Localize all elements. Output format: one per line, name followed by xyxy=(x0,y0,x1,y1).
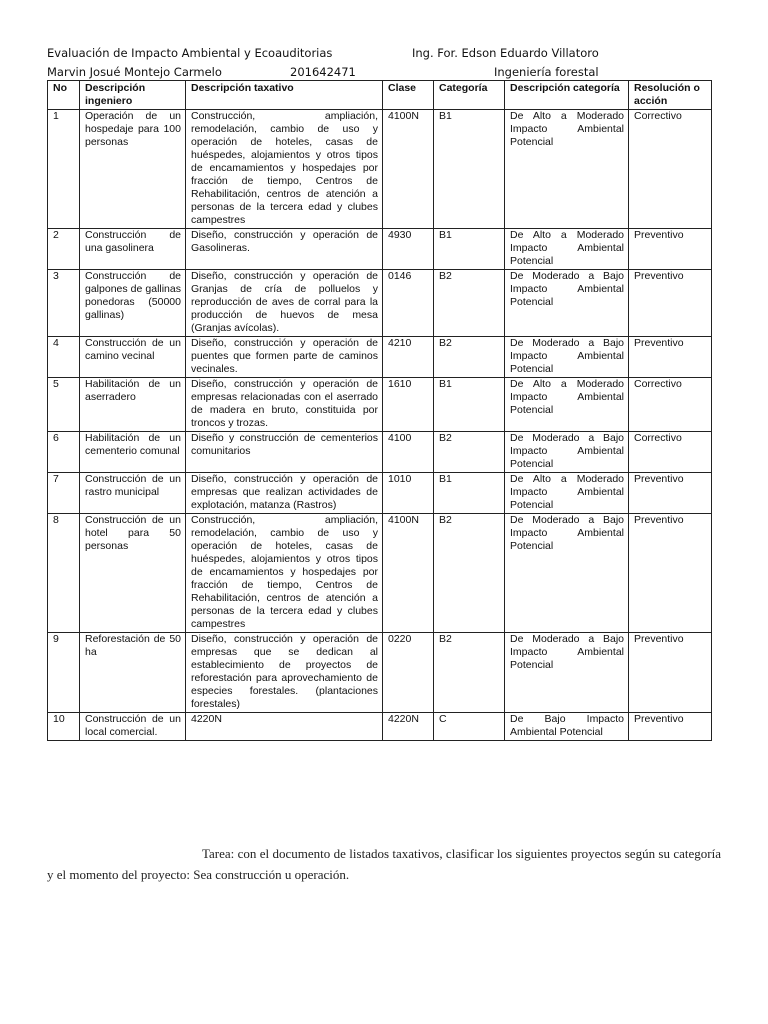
cell-class: 4100N xyxy=(383,110,434,229)
header-row xyxy=(48,81,712,110)
cell-category: B2 xyxy=(434,270,505,337)
col-header-no: No xyxy=(48,81,80,110)
cell-category-description: De Moderado a Bajo Impacto Ambiental Potencial xyxy=(505,270,629,337)
cell-resolution: Correctivo xyxy=(629,110,712,229)
table-row xyxy=(48,514,712,633)
cell-class: 4210 xyxy=(383,337,434,378)
cell-engineer-description: Construcción de un rastro municipal xyxy=(80,473,186,514)
cell-category: B2 xyxy=(434,633,505,713)
cell-resolution: Preventivo xyxy=(629,713,712,741)
table-row xyxy=(48,229,712,270)
cell-resolution: Preventivo xyxy=(629,514,712,633)
cell-category-description: De Alto a Moderado Impacto Ambiental Potencial xyxy=(505,473,629,514)
cell-category: B2 xyxy=(434,337,505,378)
cell-engineer-description: Construcción de un local comercial. xyxy=(80,713,186,741)
cell-category: B1 xyxy=(434,378,505,432)
col-header-category: Categoría xyxy=(434,81,505,110)
cell-taxative-description: Construcción, ampliación, remodelación, cambio de uso y operación de hoteles, casas de huéspedes, alojamientos y otros tipos de encamamientos y hospedajes por fracción de tiempo, Centros de Rehabilitación, centros de atención a personas de la tercera edad y clubes campestres xyxy=(186,514,383,633)
cell-engineer-description: Construcción de galpones de gallinas ponedoras (50000 gallinas) xyxy=(80,270,186,337)
cell-engineer-description: Construcción de un hotel para 50 personas xyxy=(80,514,186,633)
cell-no: 6 xyxy=(48,432,80,473)
cell-category: B1 xyxy=(434,229,505,270)
table-row xyxy=(48,270,712,337)
instructor-name: Ing. For. Edson Eduardo Villatoro xyxy=(412,46,599,60)
cell-class: 4100 xyxy=(383,432,434,473)
cell-category-description: De Moderado a Bajo Impacto Ambiental Potencial xyxy=(505,432,629,473)
cell-engineer-description: Operación de un hospedaje para 100 personas xyxy=(80,110,186,229)
cell-engineer-description: Construcción de una gasolinera xyxy=(80,229,186,270)
task-text: Tarea: con el documento de listados taxativos, clasificar los siguientes proyectos según su categoría y el momento del proyecto: Sea construcción u operación. xyxy=(47,846,721,882)
cell-category: B2 xyxy=(434,432,505,473)
student-name: Marvin Josué Montejo Carmelo xyxy=(47,65,222,79)
cell-class: 1610 xyxy=(383,378,434,432)
cell-taxative-description: Diseño, construcción y operación de puentes que formen parte de caminos vecinales. xyxy=(186,337,383,378)
cell-taxative-description: Diseño, construcción y operación de empresas relacionadas con el aserrado de madera en bruto, constituida por troncos y trozas. xyxy=(186,378,383,432)
cell-resolution: Preventivo xyxy=(629,633,712,713)
cell-resolution: Preventivo xyxy=(629,229,712,270)
table-row xyxy=(48,713,712,741)
cell-category-description: De Alto a Moderado Impacto Ambiental Potencial xyxy=(505,110,629,229)
cell-taxative-description: Diseño, construcción y operación de empresas que se dedican al establecimiento de proyectos de reforestación para aprovechamiento de especies forestales. (plantaciones forestales) xyxy=(186,633,383,713)
col-header-taxative-description: Descripción taxativo xyxy=(186,81,383,110)
cell-resolution: Preventivo xyxy=(629,473,712,514)
col-header-engineer-description: Descripción ingeniero xyxy=(80,81,186,110)
table-row xyxy=(48,633,712,713)
career-name: Ingeniería forestal xyxy=(494,65,599,79)
col-header-class: Clase xyxy=(383,81,434,110)
cell-category: B1 xyxy=(434,110,505,229)
table-row xyxy=(48,473,712,514)
cell-no: 10 xyxy=(48,713,80,741)
cell-resolution: Correctivo xyxy=(629,378,712,432)
table-body xyxy=(48,110,712,741)
cell-taxative-description: Diseño, construcción y operación de Gasolineras. xyxy=(186,229,383,270)
cell-category-description: De Moderado a Bajo Impacto Ambiental Potencial xyxy=(505,514,629,633)
cell-class: 1010 xyxy=(383,473,434,514)
cell-engineer-description: Habilitación de un aserradero xyxy=(80,378,186,432)
cell-taxative-description: 4220N xyxy=(186,713,383,741)
cell-class: 4100N xyxy=(383,514,434,633)
cell-resolution: Correctivo xyxy=(629,432,712,473)
classification-table xyxy=(47,80,712,741)
cell-taxative-description: Construcción, ampliación, remodelación, cambio de uso y operación de hoteles, casas de huéspedes, alojamientos y otros tipos de encamamientos y hospedajes por fracción de tiempo, Centros de Rehabilitación, centros de atención a personas de la tercera edad y clubes campestres xyxy=(186,110,383,229)
cell-no: 2 xyxy=(48,229,80,270)
cell-taxative-description: Diseño y construcción de cementerios comunitarios xyxy=(186,432,383,473)
cell-class: 0220 xyxy=(383,633,434,713)
cell-category-description: De Bajo Impacto Ambiental Potencial xyxy=(505,713,629,741)
cell-class: 4220N xyxy=(383,713,434,741)
cell-no: 8 xyxy=(48,514,80,633)
cell-category-description: De Moderado a Bajo Impacto Ambiental Potencial xyxy=(505,633,629,713)
cell-engineer-description: Habilitación de un cementerio comunal xyxy=(80,432,186,473)
cell-no: 4 xyxy=(48,337,80,378)
cell-category: B1 xyxy=(434,473,505,514)
cell-no: 3 xyxy=(48,270,80,337)
col-header-resolution: Resolución o acción xyxy=(629,81,712,110)
cell-category-description: De Alto a Moderado Impacto Ambiental Potencial xyxy=(505,229,629,270)
cell-category: C xyxy=(434,713,505,741)
cell-no: 7 xyxy=(48,473,80,514)
table-row xyxy=(48,337,712,378)
student-id: 201642471 xyxy=(290,65,356,79)
cell-class: 4930 xyxy=(383,229,434,270)
cell-engineer-description: Construcción de un camino vecinal xyxy=(80,337,186,378)
cell-taxative-description: Diseño, construcción y operación de empresas que realizan actividades de explotación, matanza (Rastros) xyxy=(186,473,383,514)
cell-taxative-description: Diseño, construcción y operación de Granjas de cría de polluelos y reproducción de aves de corral para la producción de huevos de mesa (Granjas avícolas). xyxy=(186,270,383,337)
cell-category-description: De Alto a Moderado Impacto Ambiental Potencial xyxy=(505,378,629,432)
cell-resolution: Preventivo xyxy=(629,270,712,337)
table-row xyxy=(48,110,712,229)
cell-category-description: De Moderado a Bajo Impacto Ambiental Potencial xyxy=(505,337,629,378)
table-header xyxy=(48,81,712,110)
cell-class: 0146 xyxy=(383,270,434,337)
col-header-category-description: Descripción categoría xyxy=(505,81,629,110)
cell-category: B2 xyxy=(434,514,505,633)
task-instructions xyxy=(47,843,721,885)
cell-no: 1 xyxy=(48,110,80,229)
cell-no: 5 xyxy=(48,378,80,432)
course-title: Evaluación de Impacto Ambiental y Ecoauditorias xyxy=(47,46,333,60)
cell-engineer-description: Reforestación de 50 ha xyxy=(80,633,186,713)
cell-no: 9 xyxy=(48,633,80,713)
cell-resolution: Preventivo xyxy=(629,337,712,378)
table-row xyxy=(48,378,712,432)
table-row xyxy=(48,432,712,473)
